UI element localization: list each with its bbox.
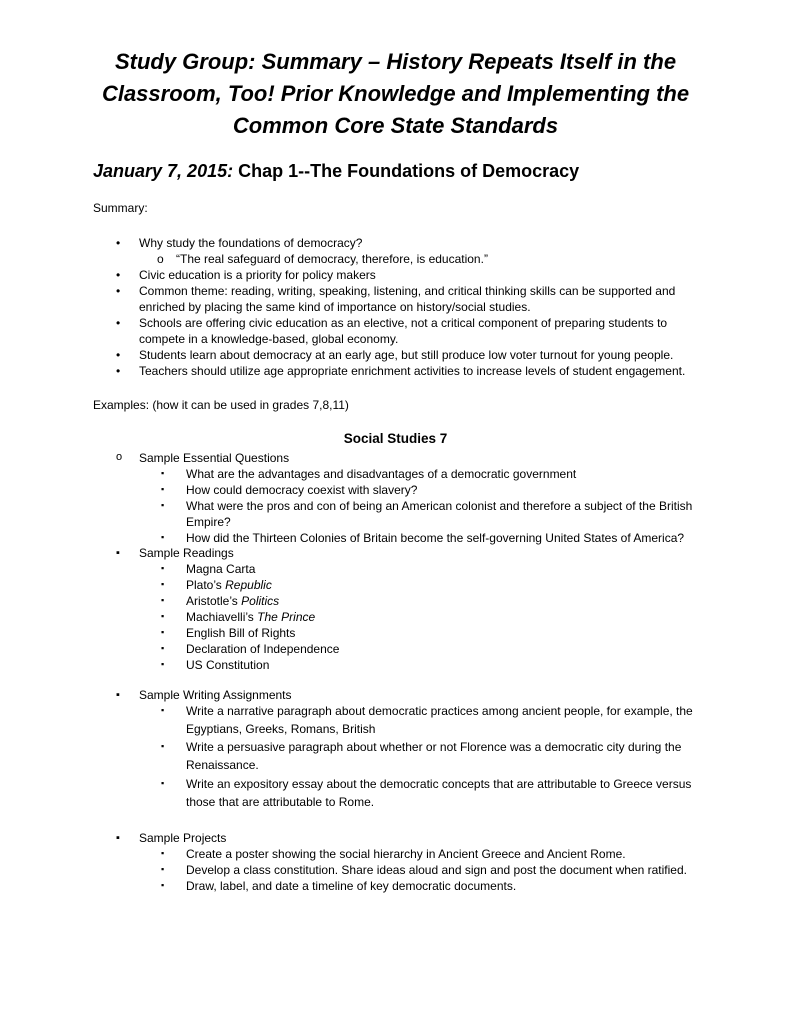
meeting-date: January 7, 2015: [93,161,234,181]
projects-label: Sample Projects [139,831,227,845]
essential-questions-label: Sample Essential Questions [139,451,290,465]
summary-list [116,235,706,379]
bullet-icon: • [116,348,121,362]
project-item: Develop a class constitution. Share ideas aloud and sign and post the document when ratified. [186,863,687,877]
square-bullet-icon: ▪ [116,832,120,844]
square-bullet-icon: ▪ [161,611,165,621]
summary-item: • Civic education is a priority for policy makers [116,268,376,282]
square-bullet-icon: ▪ [161,880,165,890]
project-item: Create a poster showing the social hierarchy in Ancient Greece and Ancient Rome. [186,847,626,861]
essential-question-item: What were the pros and con of being an American colonist and therefore a subject of the British Empire? [186,499,693,529]
square-bullet-icon: ▪ [161,500,165,510]
readings-label: Sample Readings [139,546,234,560]
square-bullet-icon: ▪ [161,532,165,542]
date-heading [93,158,579,184]
summary-label: Summary: [93,201,148,215]
bullet-icon: • [116,268,121,282]
square-bullet-icon: ▪ [161,864,165,874]
summary-item: • Common theme: reading, writing, speaking, listening, and critical thinking skills can be supported and enriched by placing the same kind of importance on history/social studies. [116,284,676,314]
reading-item: Magna Carta [186,562,256,576]
square-bullet-icon: ▪ [161,778,165,788]
square-bullet-icon: ▪ [161,484,165,494]
square-bullet-icon: ▪ [161,468,165,478]
square-bullet-icon: ▪ [161,563,165,573]
reading-item: Machiavelli’s The Prince [186,610,316,624]
reading-item: Declaration of Independence [186,642,340,656]
bullet-icon: • [116,236,121,250]
square-bullet-icon: ▪ [161,848,165,858]
examples-label: Examples: (how it can be used in grades 7,8,11) [93,398,349,412]
chapter-title: Chap 1--The Foundations of Democracy [238,161,580,181]
bullet-icon: • [116,364,121,378]
square-bullet-icon: ▪ [161,627,165,637]
summary-item: • Why study the foundations of democracy? [116,236,363,250]
essential-question-item: How did the Thirteen Colonies of Britain become the self-governing United States of America? [186,531,685,545]
summary-item: • Schools are offering civic education as an elective, not a critical component of preparing students to compete in a knowledge-based, global economy. [116,316,668,346]
reading-item: US Constitution [186,658,270,672]
bullet-icon: • [116,284,121,298]
summary-item: • Teachers should utilize age appropriate enrichment activities to increase levels of student engagement. [116,364,686,378]
circle-bullet-icon: o [116,451,123,463]
square-bullet-icon: ▪ [161,659,165,669]
section-heading: Social Studies 7 [343,431,448,446]
reading-item: Plato’s Republic [186,578,272,592]
writing-label: Sample Writing Assignments [139,688,292,702]
writing-item: Write a narrative paragraph about democratic practices among ancient people, for example, the Egyptians, Greeks, Romans, British [186,704,693,736]
circle-bullet-icon: o [157,252,164,266]
square-bullet-icon: ▪ [161,579,165,589]
project-item: Draw, label, and date a timeline of key democratic documents. [186,879,517,893]
essential-question-item: What are the advantages and disadvantages of a democratic government [186,467,577,481]
reading-item: Aristotle’s Politics [186,594,280,608]
square-bullet-icon: ▪ [116,547,120,559]
summary-subitem: o “The real safeguard of democracy, therefore, is education.” [157,252,488,266]
essential-question-item: How could democracy coexist with slavery? [186,483,418,497]
square-bullet-icon: ▪ [161,595,165,605]
summary-item: • Students learn about democracy at an early age, but still produce low voter turnout for young people. [116,348,674,362]
square-bullet-icon: ▪ [161,741,165,751]
bullet-icon: • [116,316,121,330]
writing-item: Write a persuasive paragraph about whether or not Florence was a democratic city during the Renaissance. [186,740,682,772]
writing-item: Write an expository essay about the democratic concepts that are attributable to Greece versus those that are attributable to Rome. [186,777,692,809]
square-bullet-icon: ▪ [161,643,165,653]
document-title: Study Group: Summary – History Repeats Itself in the Classroom, Too! Prior Knowledge and Implementing the Common Core State Standards [101,49,690,138]
reading-item: English Bill of Rights [186,626,296,640]
square-bullet-icon: ▪ [116,689,120,701]
square-bullet-icon: ▪ [161,705,165,715]
